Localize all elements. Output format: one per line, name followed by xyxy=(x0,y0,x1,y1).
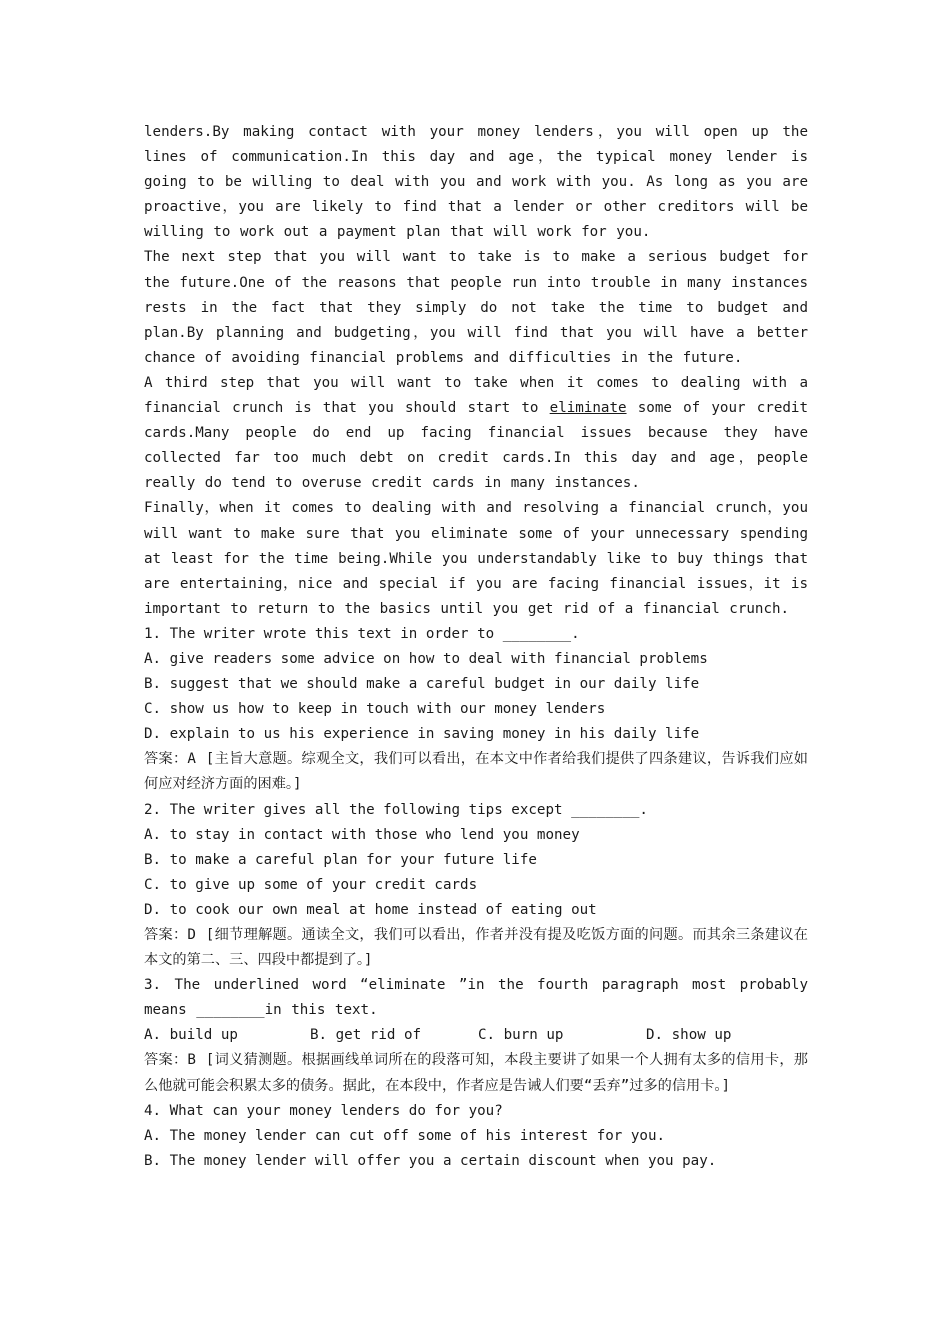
question-3-option-a: A. build up xyxy=(144,1027,238,1044)
underlined-word: eliminate xyxy=(549,400,627,417)
question-1-option-b: B. suggest that we should make a careful budget in our daily life xyxy=(144,676,700,693)
question-2-stem: 2. The writer gives all the following tips except ________. xyxy=(144,801,648,818)
passage-paragraph-3 xyxy=(144,371,808,496)
passage-paragraph-4: Finally，when it comes to dealing with and resolving a financial crunch，you will want to make sure that you eliminate some of your unnecessary spending at least for the time being.While you understandably like to buy things that are entertaining，nice and special if you are facing financial issues，it is important to return to the basics until you get rid of a financial crunch. xyxy=(144,500,808,617)
question-3-options xyxy=(144,1023,808,1048)
question-1-stem: 1. The writer wrote this text in order to ________. xyxy=(144,625,580,642)
question-4-option-a: A. The money lender can cut off some of his interest for you. xyxy=(144,1127,666,1144)
question-3-option-c: C. burn up xyxy=(478,1027,564,1044)
paragraph-3-text-before: A third step that you will want to take when it comes to dealing with a financial crunch is that you should start to xyxy=(144,374,808,417)
question-3-option-b: B. get rid of xyxy=(310,1027,422,1044)
question-1-option-a: A. give readers some advice on how to deal with financial problems xyxy=(144,650,708,667)
question-3-option-d: D. show up xyxy=(646,1027,732,1044)
question-1-answer: 答案：A [主旨大意题。综观全文，我们可以看出，在本文中作者给我们提供了四条建议，告诉我们应如何应对经济方面的困难。] xyxy=(144,751,808,793)
passage-paragraph-2: The next step that you will want to take is to make a serious budget for the future.One of the reasons that people run into trouble in many instances rests in the fact that they simply do not take the time to budget and plan.By planning and budgeting，you will find that you will have a better chance of avoiding financial problems and difficulties in the future. xyxy=(144,249,808,366)
paragraph-3-text-after: some of your credit cards.Many people do end up facing financial issues because they have collected far too much debt on credit cards.In this day and age，people really do tend to overuse credit cards in many instances. xyxy=(144,400,808,492)
question-4-option-b: B. The money lender will offer you a certain discount when you pay. xyxy=(144,1152,717,1169)
question-2-option-a: A. to stay in contact with those who lend you money xyxy=(144,826,580,843)
question-1-option-d: D. explain to us his experience in saving money in his daily life xyxy=(144,726,700,743)
passage-paragraph-1: lenders.By making contact with your money lenders，you will open up the lines of communication.In this day and age，the typical money lender is going to be willing to deal with you and work with you. As long as you are proactive，you are likely to find that a lender or other creditors will be willing to work out a payment plan that will work for you. xyxy=(144,124,808,241)
question-2-option-c: C. to give up some of your credit cards xyxy=(144,876,478,893)
question-4-stem: 4. What can your money lenders do for you? xyxy=(144,1102,503,1119)
question-2-answer: 答案：D [细节理解题。通读全文，我们可以看出，作者并没有提及吃饭方面的问题。而其余三条建议在本文的第二、三、四段中都提到了。] xyxy=(144,927,808,969)
document-page xyxy=(144,120,808,1174)
question-2-option-d: D. to cook our own meal at home instead of eating out xyxy=(144,901,597,918)
question-2-option-b: B. to make a careful plan for your future life xyxy=(144,851,537,868)
question-3-stem: 3. The underlined word “eliminate ”in the fourth paragraph most probably means ________in this text. xyxy=(144,977,808,1019)
question-1-option-c: C. show us how to keep in touch with our money lenders xyxy=(144,701,606,718)
question-3-answer: 答案：B [词义猜测题。根据画线单词所在的段落可知，本段主要讲了如果一个人拥有太多的信用卡，那么他就可能会积累太多的债务。据此，在本段中，作者应是告诫人们要“丢弃”过多的信用卡。] xyxy=(144,1052,808,1094)
